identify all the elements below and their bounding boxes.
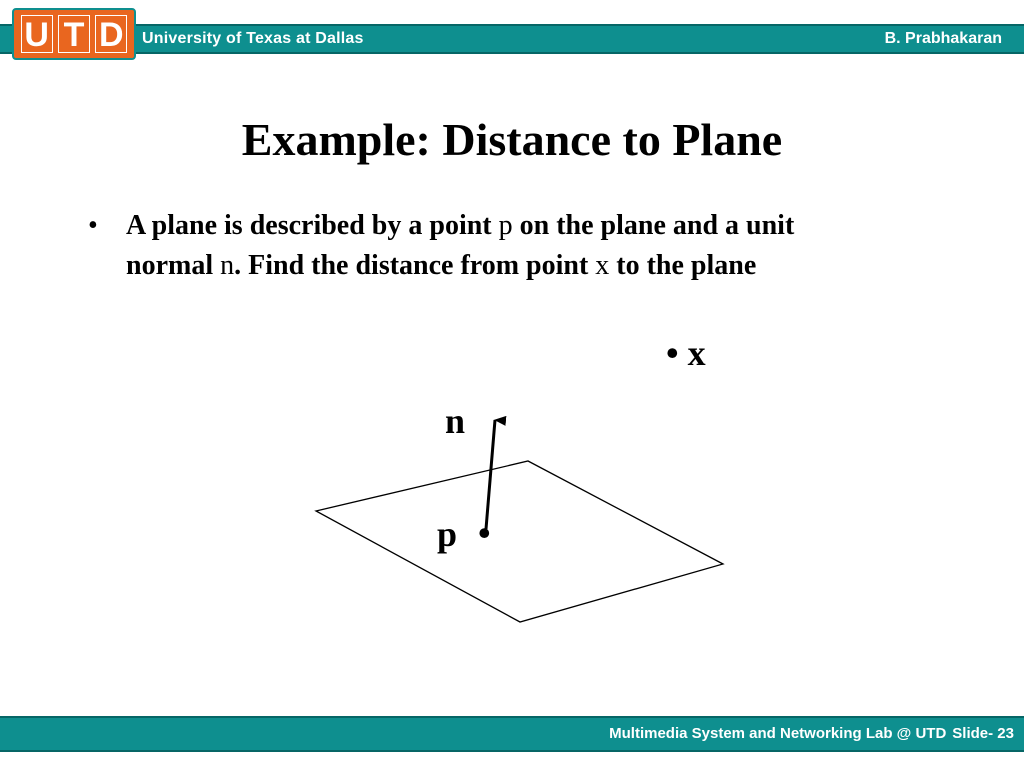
plane-shape <box>316 461 723 622</box>
author-name: B. Prabhakaran <box>884 30 1002 47</box>
normal-label: n <box>445 401 466 441</box>
logo-letter-d: D <box>95 15 127 53</box>
bullet-segment: A plane is described by a point <box>126 210 499 241</box>
point-x-label: • x <box>666 333 706 373</box>
university-name: University of Texas at Dallas <box>142 30 364 47</box>
point-p-marker: • <box>478 513 491 553</box>
bullet-segment: to the plane <box>609 250 757 281</box>
bullet-segment: on the plane and a unit normal <box>126 210 795 281</box>
footer-lab-text: Multimedia System and Networking Lab @ UTD <box>609 725 947 742</box>
bullet-marker: • <box>88 210 98 241</box>
bullet-segment: . Find the distance from point <box>234 250 596 281</box>
point-p-label: p <box>437 514 458 554</box>
bullet-segment-n: n <box>220 250 235 281</box>
bullet-segment-x: x <box>595 250 610 281</box>
logo-letter-u: U <box>21 15 53 53</box>
footer-text <box>603 724 1014 744</box>
bullet-segment-p: p <box>498 210 513 241</box>
logo-letter-t: T <box>58 15 90 53</box>
slide-title: Example: Distance to Plane <box>241 114 783 165</box>
footer-slide-number: Slide- 23 <box>952 725 1014 742</box>
